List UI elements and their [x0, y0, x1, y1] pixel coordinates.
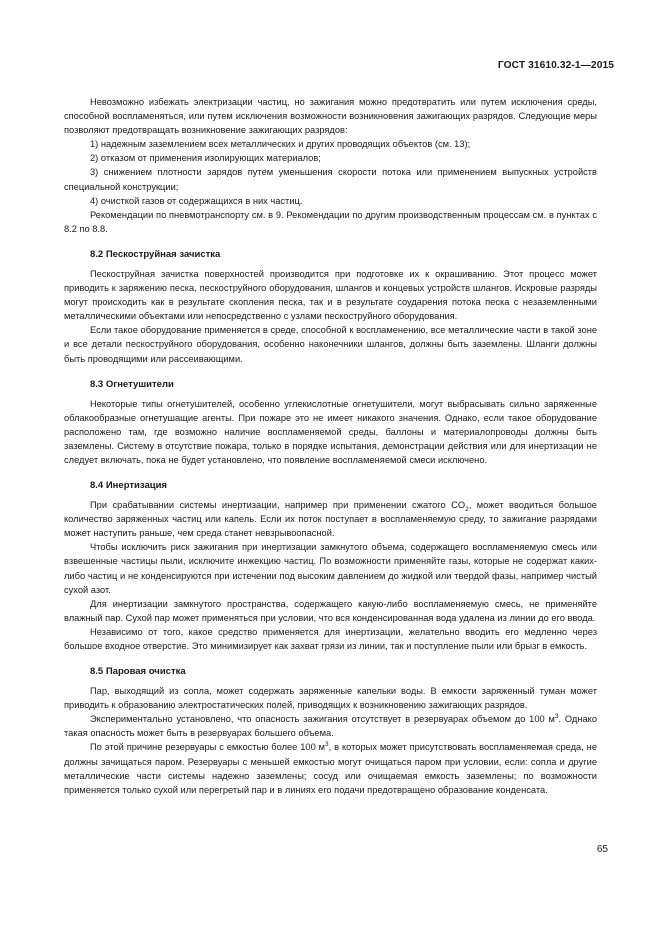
section-heading-8-3: 8.3 Огнетушители — [90, 378, 174, 390]
section-heading-8-5: 8.5 Паровая очистка — [90, 666, 186, 678]
list-item: 1) надежным заземлением всех металлических и других проводящих объектов (см. 13); — [90, 139, 471, 150]
text-run: По этой причине резервуары с емкостью более 100 м — [90, 742, 326, 753]
superscript: 3 — [554, 713, 559, 721]
list-item: 4) очисткой газов от содержащихся в них частиц. — [90, 195, 303, 206]
list-item: 2) отказом от применения изолирующих материалов; — [90, 153, 321, 164]
paragraph: Если такое оборудование применяется в среде, способной к воспламенению, все металлические части в такой зоне и все детали пескоструйного оборудования, особенно наконечники шлангов, должны быть заземлены. Шланги должны быть проводящими или рассеивающими. — [64, 325, 597, 364]
paragraph: Невозможно избежать электризации частиц, но зажигания можно предотвратить или путем исключения среды, способной воспламеняться, или путем исключения возможности возникновения зажигающих разрядов. Следующие меры позволяют предотвращать возникновение зажигающих разрядов: — [64, 97, 597, 136]
paragraph: Некоторые типы огнетушителей, особенно углекислотные огнетушители, могут выбрасывать сильно заряженные облакообразные огнетушащие агенты. При пожаре это не имеет никакого значения. Однако, если такое оборудование расположено там, где возможно наличие воспламеняемой среды, баллоны и материалопроводы должны быть заземлены. Систему в отсутствие пожара, только в порядке испытания, демонстрации действия или для инертизации не следует включать, пока не будет установлено, что появление воспламеняемой смеси исключено. — [64, 398, 597, 465]
page-body — [64, 95, 597, 797]
text-run: , в которых может присутствовать воспламеняемая среда, не должны зачищаться паром. Резервуары с меньшей емкостью могут очищаться паром при условии, если: сопла и другие металлические части системы надежно заземлены; сосуд или очищаемая емкость заземлены; по возможности применяется только сухой или перегретый пар и в линиях его подачи предотвращено образование конденсата. — [64, 742, 597, 795]
paragraph — [64, 498, 597, 540]
text-run: Экспериментально установлено, что опасность зажигания отсутствует в резервуарах объемом до 100 м — [90, 714, 555, 725]
section-heading-8-4: 8.4 Инертизация — [90, 480, 167, 492]
paragraph: Пескоструйная зачистка поверхностей производится при подготовке их к окрашиванию. Этот процесс может приводить к заряжению песка, пескоструйного оборудования, шлангов и концевых устройств шлангов. Искровые разряды могут происходить как в результате скопления песка, так и в результате соударения потока песка с незаземленными металлическими объектами или непосредственно с узлами пескоструйного оборудования. — [64, 268, 597, 322]
paragraph: Для инертизации замкнутого пространства, содержащего какую-либо воспламеняемую смесь, не применяйте влажный пар. Сухой пар может применяться при условии, что вся конденсированная вода удалена из линии до его ввода. — [64, 598, 597, 623]
paragraph: Независимо от того, какое средство применяется для инертизации, желательно вводить его медленно через большое входное отверстие. Это минимизирует как захват грязи из линии, так и поступление пыли или брызг в емкость. — [64, 626, 597, 651]
section-heading-8-2: 8.2 Пескоструйная зачистка — [90, 248, 221, 260]
text-run: , может вводиться большое количество заряженных частиц или капель. Если их поток поступает в воспламеняемую среду, то зажигание разрядами может наступить раньше, чем среда станет невзрывоопасной. — [64, 500, 597, 539]
list-item: 3) снижением плотности зарядов путем уменьшения скорости потока или применением выпускных устройств специальной конструкции; — [64, 167, 597, 192]
page-number: 65 — [596, 844, 608, 855]
paragraph — [64, 712, 597, 740]
text-run: . Однако такая опасность может быть в резервуарах большего объема. — [64, 714, 597, 739]
subscript: 2 — [465, 505, 469, 513]
document-code: ГОСТ 31610.32-1—2015 — [497, 60, 614, 71]
paragraph: Рекомендации по пневмотранспорту см. в 9. Рекомендации по другим производственным процессам см. в пунктах с 8.2 по 8.8. — [64, 209, 597, 234]
paragraph: Пар, выходящий из сопла, может содержать заряженные капельки воды. В емкости заряженный туман может приводить к образованию электростатических полей, приводящих к возникновению зажигающих разрядов. — [64, 686, 597, 711]
text-run: При срабатывании системы инертизации, например при применении сжатого CO — [90, 500, 466, 511]
paragraph — [64, 740, 597, 796]
paragraph: Чтобы исключить риск зажигания при инертизации замкнутого объема, содержащего воспламеняемую смесь или взвешенные частицы пыли, исключите инжекцию частиц. По возможности применяйте газы, которые не содержат каких-либо частиц и не конденсируются при истечении под высоким давлением до жидкой или твердой фазы, например чистый сухой азот. — [64, 542, 597, 595]
superscript: 3 — [325, 741, 329, 749]
